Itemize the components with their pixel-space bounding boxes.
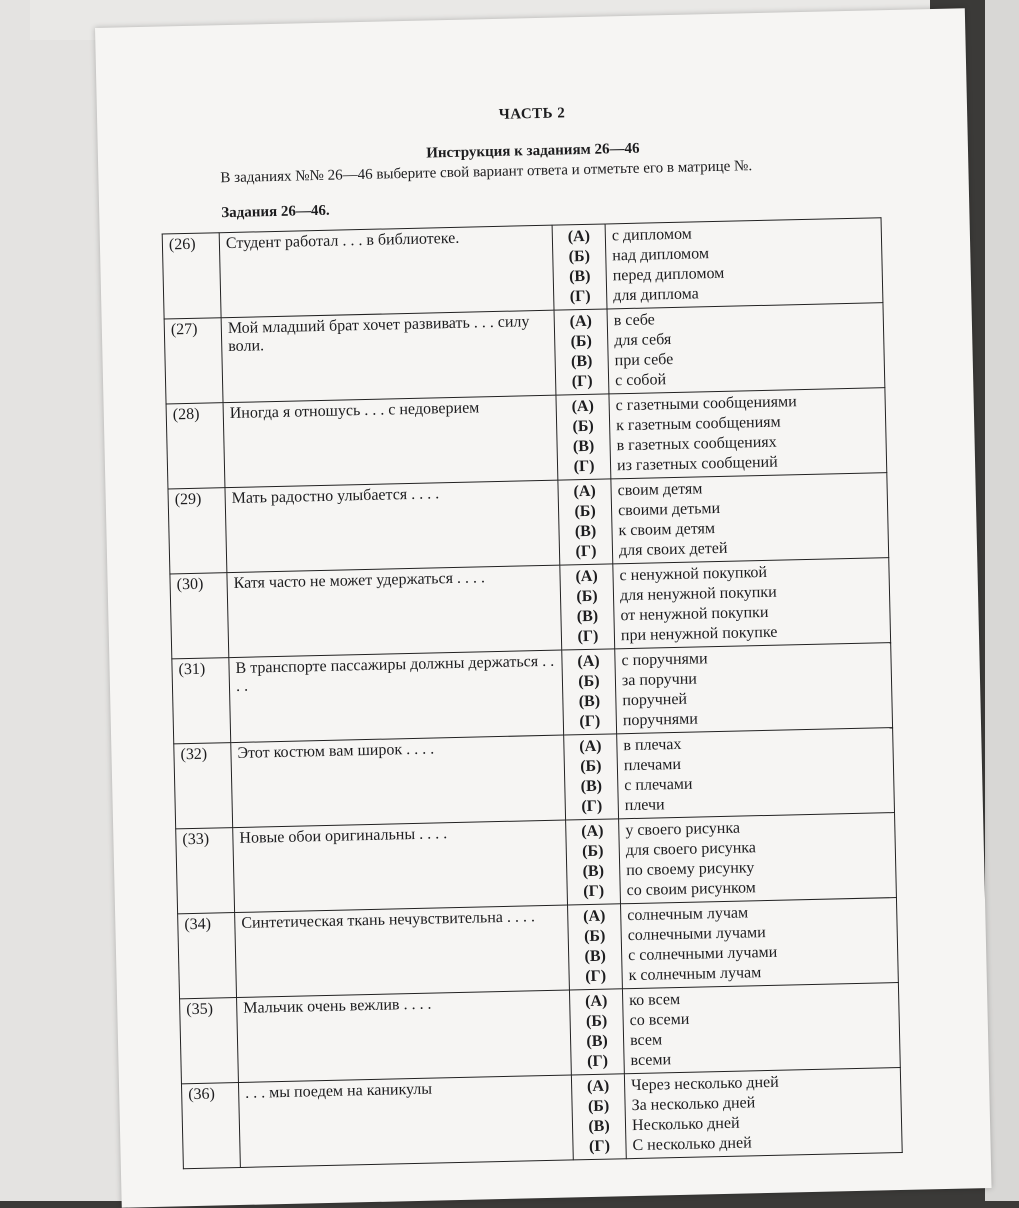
option-letter: (А)	[575, 567, 598, 586]
answer-options	[624, 1067, 902, 1158]
option-letter: (В)	[582, 862, 605, 881]
option-letter: (В)	[572, 437, 595, 456]
answer-option: у своего рисунка	[625, 819, 741, 840]
task-number: (29)	[168, 488, 227, 574]
option-letters	[566, 819, 621, 905]
option-letters	[558, 479, 613, 565]
task-question: В транспорте пассажиры должны держаться . . . .	[229, 650, 564, 743]
option-letter: (Б)	[568, 247, 591, 266]
answer-option: солнечным лучам	[627, 904, 749, 925]
option-letter: (А)	[582, 907, 606, 926]
answer-option: по своему рисунку	[626, 859, 755, 880]
answer-option: с газетными сообщениями	[615, 393, 797, 415]
tasks-heading: Задания 26—46.	[221, 202, 330, 222]
task-number: (36)	[181, 1083, 240, 1169]
option-letter: (Г)	[583, 882, 605, 901]
answer-options	[615, 643, 893, 734]
option-letter: (А)	[569, 312, 593, 331]
answer-option: за поручни	[621, 670, 698, 690]
option-letter: (А)	[577, 652, 600, 671]
answer-option: поручнями	[622, 710, 699, 730]
part-title: ЧАСТЬ 2	[498, 105, 566, 123]
answer-option: для своего рисунка	[625, 839, 757, 860]
tasks-table	[162, 217, 903, 1169]
option-letter: (А)	[567, 227, 591, 246]
option-letter: (Г)	[588, 1137, 611, 1156]
answer-options	[609, 388, 887, 479]
option-letter: (Б)	[580, 757, 602, 776]
answer-option: с солнечными лучами	[627, 943, 778, 965]
answer-option: С несколько дней	[632, 1134, 752, 1155]
option-letters	[569, 989, 624, 1075]
option-letters	[560, 564, 615, 650]
task-number: (30)	[170, 573, 229, 659]
option-letter: (А)	[579, 737, 602, 756]
answer-option: из газетных сообщений	[616, 453, 778, 475]
answer-option: с собой	[614, 371, 667, 390]
task-question: Мать радостно улыбается . . . .	[225, 480, 560, 573]
answer-option: с плечами	[624, 775, 693, 795]
option-letter: (В)	[584, 947, 607, 966]
answer-option: поручней	[622, 690, 688, 710]
answer-option: для себя	[614, 331, 672, 350]
option-letter: (А)	[571, 397, 595, 416]
instruction-title: Инструкция к заданиям 26—46	[426, 140, 640, 162]
answer-option: Через несколько дней	[630, 1073, 779, 1095]
answer-option: своими детьми	[617, 499, 721, 520]
background-sheet-right	[985, 0, 1019, 1201]
answer-option: от ненужной покупки	[620, 603, 769, 625]
answer-option: в плечах	[623, 735, 682, 755]
option-letter: (Б)	[587, 1097, 610, 1116]
option-letter: (В)	[568, 267, 591, 286]
answer-option: солнечными лучами	[627, 924, 766, 945]
option-letter: (В)	[574, 522, 597, 541]
option-letter: (Г)	[581, 797, 603, 816]
task-question: Катя часто не может удержаться . . . .	[227, 565, 562, 658]
option-letter: (А)	[584, 992, 608, 1011]
task-question: Этот костюм вам широк . . . .	[231, 735, 566, 828]
answer-option: в себе	[613, 311, 655, 330]
task-row	[164, 303, 885, 404]
answer-option: с ненужной покупкой	[619, 563, 768, 585]
answer-option: со своим рисунком	[626, 879, 757, 900]
answer-option: плечи	[624, 796, 665, 815]
option-letters	[552, 224, 607, 310]
answer-option: для диплома	[613, 285, 699, 305]
option-letter: (Б)	[570, 332, 593, 351]
answer-option: всеми	[630, 1051, 672, 1070]
answer-option: для своих детей	[618, 539, 728, 560]
task-row	[176, 813, 897, 914]
task-number: (26)	[162, 233, 221, 319]
task-number: (28)	[166, 403, 225, 489]
answer-option: всем	[629, 1031, 663, 1050]
option-letter: (Б)	[578, 672, 600, 691]
answer-option: ко всем	[629, 990, 681, 1010]
option-letter: (В)	[570, 352, 593, 371]
task-row	[178, 898, 899, 999]
answer-options	[622, 983, 900, 1074]
option-letters	[556, 394, 611, 480]
task-row	[174, 728, 895, 829]
answer-option: при ненужной покупке	[620, 623, 778, 645]
answer-option: Несколько дней	[631, 1114, 740, 1135]
task-question: . . . мы поедем на каникулы	[238, 1075, 573, 1168]
task-number: (31)	[172, 658, 231, 744]
option-letter: (Г)	[579, 712, 601, 731]
option-letter: (Г)	[571, 372, 593, 391]
task-row	[172, 643, 893, 744]
option-letter: (Б)	[574, 502, 596, 521]
task-question: Мой младший брат хочет развивать . . . силу воли.	[221, 310, 556, 403]
task-number: (32)	[174, 743, 233, 829]
option-letters	[571, 1074, 626, 1160]
instruction-text: В заданиях №№ 26—46 выберите свой вариант ответа и отметьте его в матрице №.	[220, 158, 753, 187]
option-letters	[564, 734, 619, 820]
option-letters	[568, 904, 623, 990]
answer-option: в газетных сообщениях	[616, 433, 777, 455]
task-question: Мальчик очень вежлив . . . .	[237, 990, 572, 1083]
exam-page	[95, 8, 992, 1207]
answer-option: плечами	[623, 755, 682, 775]
task-row	[168, 473, 889, 574]
answer-option: своим детям	[617, 480, 703, 500]
option-letter: (Г)	[569, 287, 591, 306]
option-letter: (Г)	[577, 627, 599, 646]
answer-option: к солнечным лучам	[628, 964, 762, 985]
task-number: (27)	[164, 318, 223, 404]
option-letters	[562, 649, 617, 735]
answer-option: перед дипломом	[612, 264, 725, 285]
task-question: Новые обои оригинальны . . . .	[233, 820, 568, 913]
option-letter: (Б)	[572, 417, 594, 436]
task-row	[162, 218, 883, 319]
answer-option: со всеми	[629, 1010, 690, 1030]
answer-options	[613, 558, 891, 649]
answer-option: с поручнями	[621, 650, 708, 670]
option-letters	[554, 309, 609, 395]
answer-options	[611, 473, 889, 564]
task-row	[180, 983, 901, 1084]
option-letter: (В)	[588, 1117, 610, 1136]
option-letter: (А)	[586, 1077, 610, 1096]
option-letter: (Б)	[585, 1012, 608, 1031]
option-letter: (А)	[581, 822, 604, 841]
answer-options	[619, 813, 897, 904]
answer-options	[607, 303, 885, 394]
option-letter: (В)	[578, 692, 601, 711]
answer-options	[621, 898, 899, 989]
option-letter: (В)	[580, 777, 603, 796]
option-letter: (Г)	[573, 457, 595, 476]
task-question: Синтетическая ткань нечувствительна . . . .	[235, 905, 570, 998]
task-question: Студент работал . . . в библиотеке.	[219, 225, 554, 318]
option-letter: (Б)	[576, 587, 598, 606]
task-question: Иногда я отношусь . . . с недоверием	[223, 395, 558, 488]
task-row	[166, 388, 887, 489]
option-letter: (Б)	[583, 927, 606, 946]
answer-option: для ненужной покупки	[619, 583, 777, 605]
answer-option: к своим детям	[618, 520, 716, 540]
option-letter: (Г)	[585, 967, 607, 986]
option-letter: (А)	[573, 482, 596, 501]
task-number: (34)	[178, 913, 237, 999]
answer-options	[617, 728, 895, 819]
task-number: (33)	[176, 828, 235, 914]
answer-options	[605, 218, 883, 309]
task-row	[170, 558, 891, 659]
task-number: (35)	[180, 998, 239, 1084]
option-letter: (В)	[586, 1032, 608, 1051]
answer-option: над дипломом	[612, 245, 710, 265]
task-row	[181, 1067, 902, 1168]
answer-option: при себе	[614, 350, 674, 370]
answer-option: За несколько дней	[631, 1094, 756, 1115]
option-letter: (В)	[576, 607, 599, 626]
option-letter: (Г)	[586, 1052, 609, 1071]
option-letter: (Б)	[581, 842, 604, 861]
option-letter: (Г)	[575, 542, 597, 561]
answer-option: с дипломом	[611, 225, 693, 245]
answer-option: к газетным сообщениям	[615, 413, 781, 435]
